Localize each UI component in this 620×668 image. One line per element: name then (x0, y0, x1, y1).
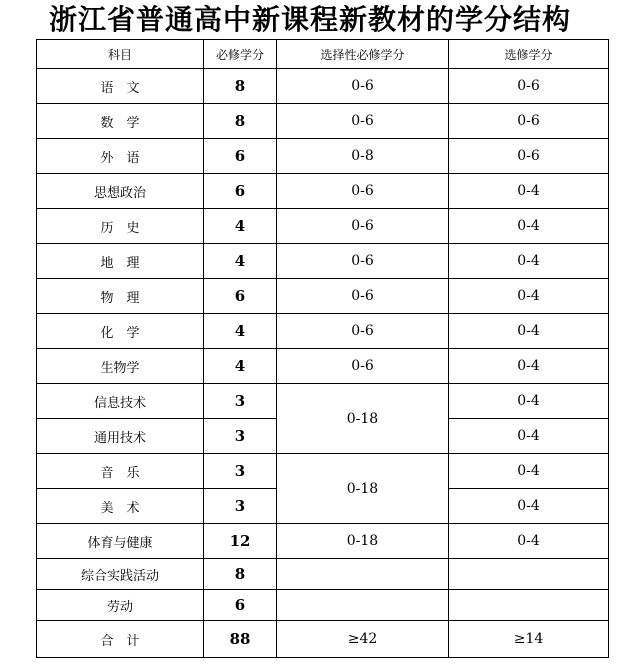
total-elective-required: ≥42 (277, 621, 449, 658)
table-row (37, 454, 609, 489)
required-cell: 4 (204, 314, 277, 349)
elective-required-cell: 0-6 (277, 244, 449, 279)
elective-required-merged-cell: 0-18 (277, 384, 449, 454)
subject-cell: 历 史 (37, 209, 204, 244)
required-cell: 12 (204, 524, 277, 559)
table-row (37, 174, 609, 209)
subject-cell: 化 学 (37, 314, 204, 349)
table-row (37, 314, 609, 349)
required-cell: 6 (204, 279, 277, 314)
required-cell: 8 (204, 559, 277, 590)
total-label: 合 计 (37, 621, 204, 658)
subject-cell: 信息技术 (37, 384, 204, 419)
subject-cell: 生物学 (37, 349, 204, 384)
subject-cell: 地 理 (37, 244, 204, 279)
required-cell: 4 (204, 349, 277, 384)
elective-cell: 0-4 (449, 209, 609, 244)
subject-cell: 数 学 (37, 104, 204, 139)
table-row (37, 69, 609, 104)
subject-cell: 综合实践活动 (37, 559, 204, 590)
elective-required-cell: 0-6 (277, 209, 449, 244)
elective-required-cell (277, 559, 449, 590)
subject-cell: 体育与健康 (37, 524, 204, 559)
elective-required-cell (277, 590, 449, 621)
elective-cell (449, 590, 609, 621)
elective-required-cell: 0-18 (277, 524, 449, 559)
required-cell: 6 (204, 174, 277, 209)
elective-cell: 0-4 (449, 174, 609, 209)
elective-required-cell: 0-6 (277, 69, 449, 104)
required-cell: 4 (204, 244, 277, 279)
elective-cell: 0-4 (449, 279, 609, 314)
elective-required-cell: 0-6 (277, 174, 449, 209)
elective-cell: 0-4 (449, 384, 609, 419)
required-cell: 3 (204, 489, 277, 524)
elective-required-cell: 0-6 (277, 104, 449, 139)
elective-cell (449, 559, 609, 590)
table-row (37, 209, 609, 244)
table-row (37, 104, 609, 139)
elective-cell: 0-6 (449, 139, 609, 174)
required-cell: 3 (204, 419, 277, 454)
required-cell: 3 (204, 384, 277, 419)
elective-cell: 0-4 (449, 489, 609, 524)
subject-cell: 思想政治 (37, 174, 204, 209)
table-row (37, 559, 609, 590)
elective-required-cell: 0-6 (277, 314, 449, 349)
subject-cell: 美 术 (37, 489, 204, 524)
elective-cell: 0-4 (449, 419, 609, 454)
required-cell: 8 (204, 69, 277, 104)
header-elective: 选修学分 (449, 40, 609, 69)
header-required: 必修学分 (204, 40, 277, 69)
elective-cell: 0-4 (449, 244, 609, 279)
total-elective: ≥14 (449, 621, 609, 658)
elective-cell: 0-4 (449, 524, 609, 559)
total-required: 88 (204, 621, 277, 658)
elective-cell: 0-4 (449, 454, 609, 489)
table-row (37, 590, 609, 621)
elective-required-cell: 0-6 (277, 279, 449, 314)
subject-cell: 外 语 (37, 139, 204, 174)
required-cell: 6 (204, 139, 277, 174)
table-row (37, 279, 609, 314)
total-row (37, 621, 609, 658)
subject-cell: 劳动 (37, 590, 204, 621)
table-row (37, 139, 609, 174)
credit-structure-table (36, 39, 609, 658)
elective-cell: 0-4 (449, 349, 609, 384)
elective-cell: 0-4 (449, 314, 609, 349)
subject-cell: 语 文 (37, 69, 204, 104)
subject-cell: 物 理 (37, 279, 204, 314)
elective-required-merged-cell: 0-18 (277, 454, 449, 524)
table-row (37, 244, 609, 279)
subject-cell: 通用技术 (37, 419, 204, 454)
required-cell: 8 (204, 104, 277, 139)
header-subject: 科目 (37, 40, 204, 69)
header-elective-required: 选择性必修学分 (277, 40, 449, 69)
required-cell: 3 (204, 454, 277, 489)
page-title: 浙江省普通高中新课程新教材的学分结构 (48, 3, 571, 36)
subject-cell: 音 乐 (37, 454, 204, 489)
elective-required-cell: 0-6 (277, 349, 449, 384)
required-cell: 4 (204, 209, 277, 244)
header-row (37, 40, 609, 69)
elective-cell: 0-6 (449, 104, 609, 139)
table-row (37, 524, 609, 559)
required-cell: 6 (204, 590, 277, 621)
elective-cell: 0-6 (449, 69, 609, 104)
table-row (37, 384, 609, 419)
table-row (37, 349, 609, 384)
elective-required-cell: 0-8 (277, 139, 449, 174)
